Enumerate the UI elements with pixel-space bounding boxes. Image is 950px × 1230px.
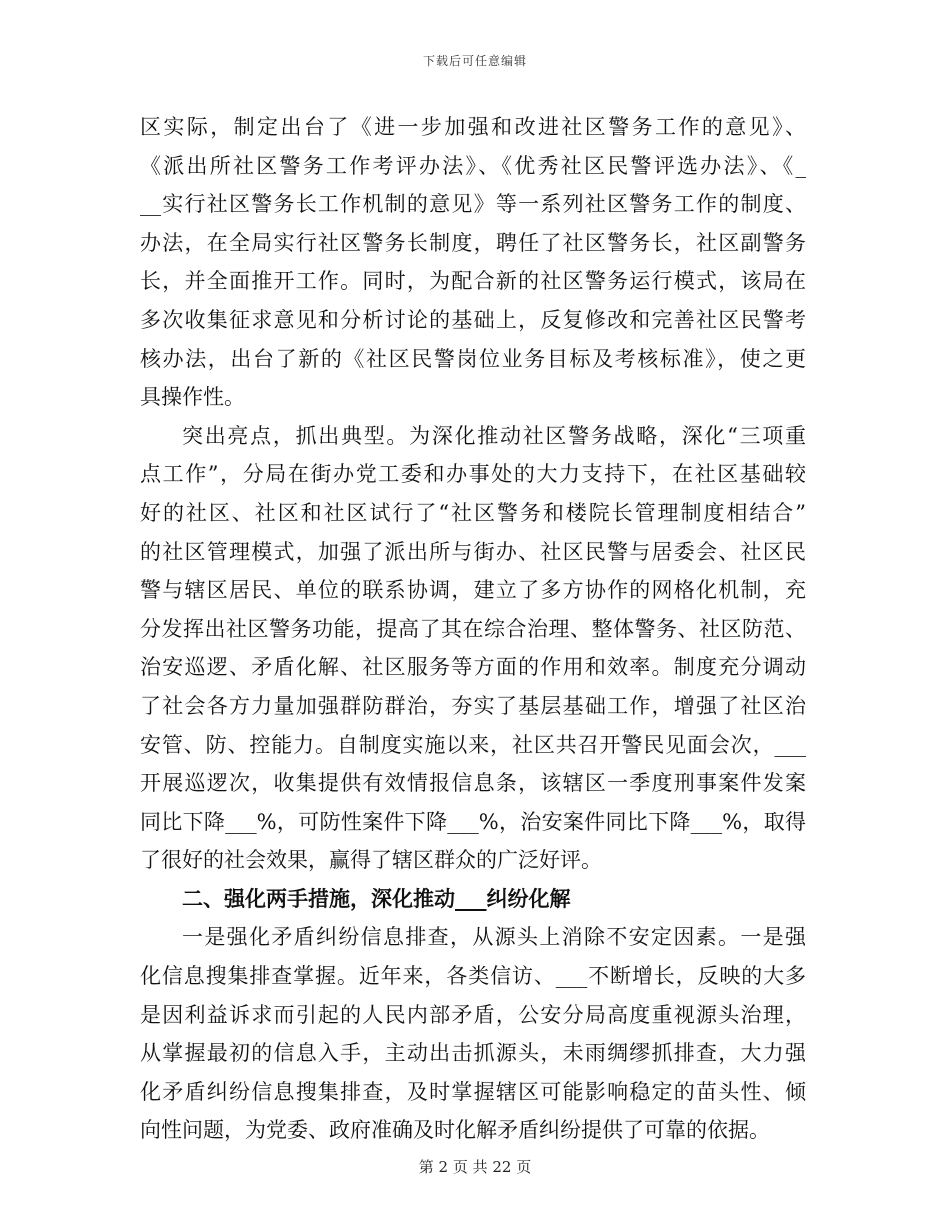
text-line: 了很好的社会效果，赢得了辖区群众的广泛好评。 (140, 848, 602, 873)
text-line: __实行社区警务长工作机制的意见》等一系列社区警务工作的制度、 (140, 192, 806, 217)
text-line: 一是强化矛盾纠纷信息排查，从源头上消除不安定因素。一是强 (182, 925, 806, 950)
text-line: 区实际，制定出台了《进一步加强和改进社区警务工作的意见》、 (140, 115, 806, 139)
text-line: 《派出所社区警务工作考评办法》、《优秀社区民警评选办法》、《_ (140, 153, 806, 178)
text-line: 安管、防、控能力。自制度实施以来，社区共召开警民见面会次，___ (140, 732, 806, 757)
text-line: 治安巡逻、矛盾化解、社区服务等方面的作用和效率。制度充分调动 (140, 655, 806, 680)
text-line: 多次收集征求意见和分析讨论的基础上，反复修改和完善社区民警考 (140, 307, 806, 332)
page-footer: 第 2 页 共 22 页 (418, 1158, 532, 1176)
text-line: 办法，在全局实行社区警务长制度，聘任了社区警务长，社区副警务 (140, 230, 806, 255)
text-line: 化信息搜集排查掌握。近年来，各类信访、___不断增长，反映的大多 (140, 964, 806, 989)
text-line: 从掌握最初的信息入手，主动出击抓源头，未雨绸缪抓排查，大力强 (140, 1041, 806, 1066)
text-line: 好的社区、社区和社区试行了“社区警务和楼院长管理制度相结合” (140, 500, 806, 525)
document-body (140, 108, 806, 1150)
text-line: 的社区管理模式，加强了派出所与街办、社区民警与居委会、社区民 (140, 539, 806, 564)
text-line: 化矛盾纠纷信息搜集排查，及时掌握辖区可能影响稳定的苗头性、倾 (140, 1079, 806, 1104)
text-line: 向性问题，为党委、政府准确及时化解矛盾纠纷提供了可靠的依据。 (140, 1118, 770, 1143)
text-line: 突出亮点，抓出典型。为深化推动社区警务战略，深化“三项重 (182, 423, 806, 448)
text-line: 警与辖区居民、单位的联系协调，建立了多方协作的网格化机制，充 (140, 578, 806, 603)
page-header: 下载后可任意编辑 (422, 54, 527, 68)
text-line: 同比下降___%，可防性案件下降___%，治安案件同比下降___%，取得 (140, 809, 806, 834)
text-line: 点工作”，分局在街办党工委和办事处的大力支持下，在社区基础较 (140, 462, 806, 487)
text-line: 了社会各方力量加强群防群治，夯实了基层基础工作，增强了社区治 (140, 693, 806, 718)
text-line: 是因利益诉求而引起的人民内部矛盾，公安分局高度重视源头治理， (140, 1002, 806, 1027)
text-line: 分发挥出社区警务功能，提高了其在综合治理、整体警务、社区防范、 (140, 616, 806, 641)
text-line: 开展巡逻次，收集提供有效情报信息条，该辖区一季度刑事案件发案 (140, 771, 806, 796)
text-line: 具操作性。 (140, 385, 245, 410)
text-line: 核办法，出台了新的《社区民警岗位业务目标及考核标准》，使之更 (140, 346, 806, 371)
section-heading: 二、强化两手措施，深化推动___纠纷化解 (182, 885, 571, 911)
text-line: 长，并全面推开工作。同时，为配合新的社区警务运行模式，该局在 (140, 269, 806, 294)
